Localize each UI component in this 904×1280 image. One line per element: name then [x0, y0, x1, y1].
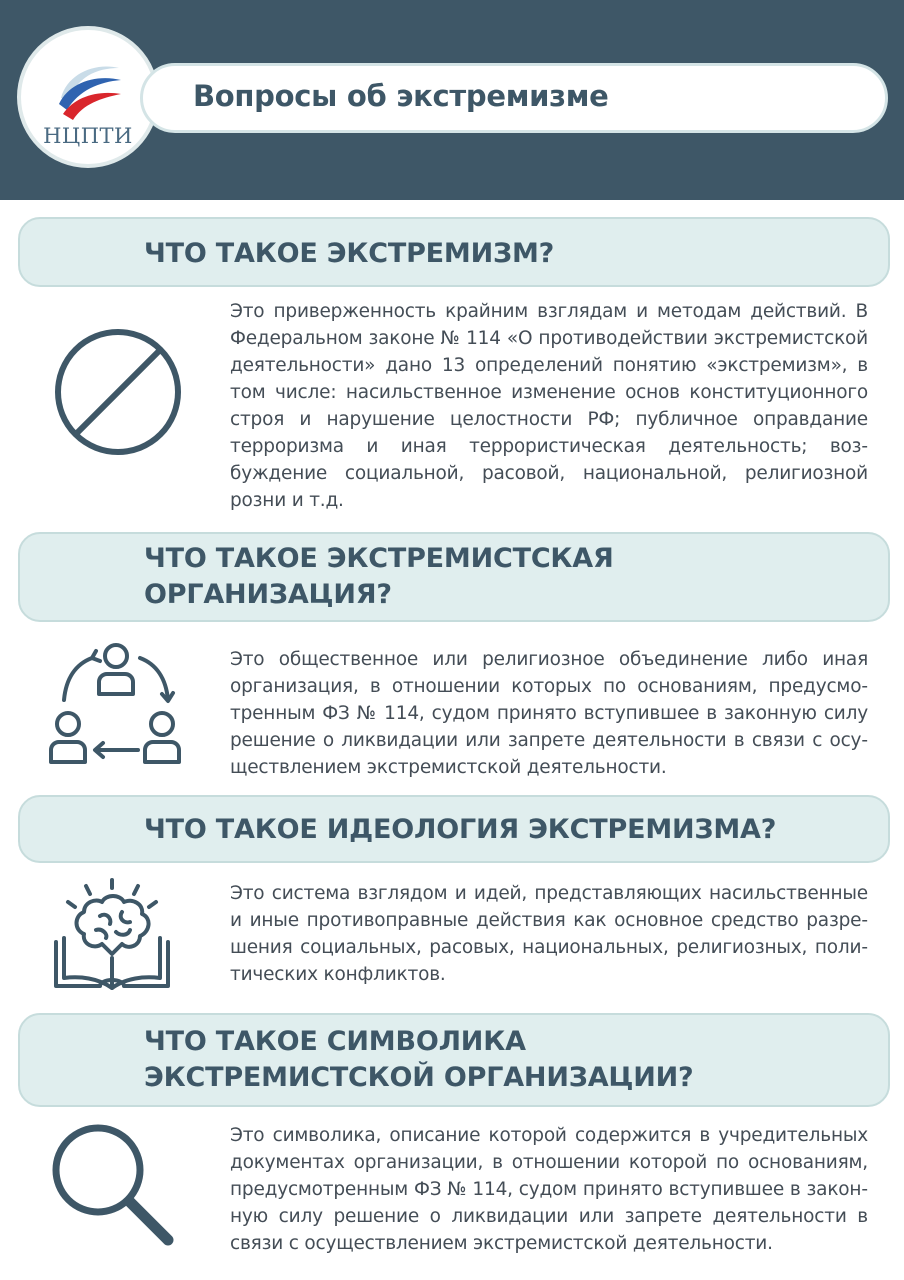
question-heading-4-line-1: ЧТО ТАКОЕ СИМВОЛИКА	[144, 1026, 526, 1057]
brain-book-icon	[50, 878, 174, 998]
magnifier-icon	[48, 1120, 178, 1250]
answer-text-1: Это приверженность крайним взглядам и методам действий. В Федеральном законе № 114 «О противодействии экстремистской деятельности» дано 13 определений понятию «экстремизм», в том числе: насильственное изменение основ конституционного строя и нарушение целостности РФ; публичное оправдание терроризма и иная террористическая деятельность; возбуждение социальной, расовой, национальной, религиозной розни и т.д.	[230, 301, 868, 511]
answer-text-2: Это общественное или религиозное объединение либо иная организация, в отношении которых по основаниям, предусмотренным ФЗ № 114, судом принято вступившее в законную силу решение о ликвидации или запрете деятельности в связи с осуществлением экстремистской деятельности.	[230, 649, 868, 778]
question-heading-2-line-1: ЧТО ТАКОЕ ЭКСТРЕМИСТСКАЯ	[144, 543, 614, 574]
prohibition-icon	[52, 326, 184, 458]
logo-text: НЦПТИ	[43, 124, 133, 148]
logo	[17, 26, 159, 168]
question-heading-4	[144, 1024, 694, 1096]
question-heading-3: ЧТО ТАКОЕ ИДЕОЛОГИЯ ЭКСТРЕМИЗМА?	[144, 814, 777, 845]
answer-text-4: Это символика, описание которой содержится в учредительных документах организации, в отношении которой по основаниям, предусмотренным ФЗ № 114, судом принято вступившее в законную силу решение о ликвидации или запрете деятельности в связи с осуществлением экстремистской деятельности.	[230, 1125, 868, 1254]
people-cycle-icon	[46, 638, 186, 768]
question-heading-1: ЧТО ТАКОЕ ЭКСТРЕМИЗМ?	[144, 238, 555, 269]
question-heading-2-line-2: ОРГАНИЗАЦИЯ?	[144, 579, 392, 610]
answer-text-3: Это система взглядом и идей, представляющих насильственные и иные противоправные действия как основное средство разрешения социальных, расовых, национальных, религиозных, политических конфликтов.	[230, 883, 868, 985]
question-heading-4-line-2: ЭКСТРЕМИСТСКОЙ ОРГАНИЗАЦИИ?	[144, 1062, 694, 1093]
question-heading-2	[144, 541, 614, 613]
page-title: Вопросы об экстремизме	[193, 79, 609, 113]
logo-swirl-icon	[55, 52, 125, 122]
